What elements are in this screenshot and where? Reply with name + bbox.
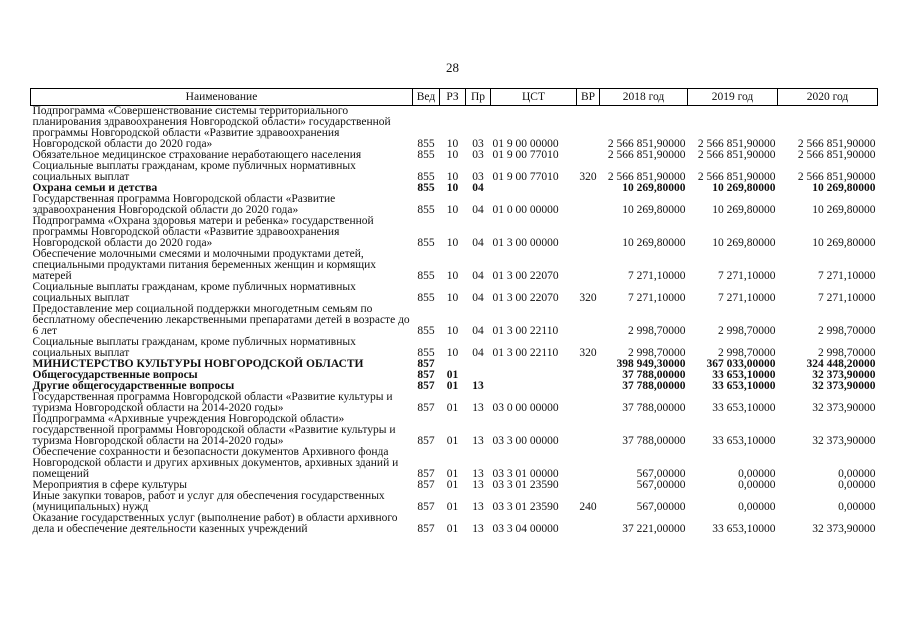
row-rz: 10 <box>446 204 459 216</box>
row-value-2018: 37 221,00000 <box>622 523 686 535</box>
row-ved: 855 <box>417 171 435 183</box>
table-row <box>31 249 878 282</box>
row-pr: 04 <box>472 347 484 359</box>
col-header-rz: РЗ <box>440 89 466 106</box>
row-vr <box>577 183 600 194</box>
row-value-2020: 10 269,80000 <box>812 182 876 194</box>
row-name: Подпрограмма «Архивные учреждения Новгородской области» государственной программы Новгородской области «Развитие культуры и туризма Новгородской области на 2014-2020 годы» <box>32 413 396 447</box>
row-value-2019: 2 566 851,90000 <box>697 149 776 161</box>
row-pr: 04 <box>472 325 484 337</box>
row-value-2020: 32 373,90000 <box>812 435 876 447</box>
row-value-2020: 2 566 851,90000 <box>797 171 876 183</box>
row-ved: 855 <box>417 149 435 161</box>
row-rz: 10 <box>446 292 459 304</box>
row-cst: 01 3 00 00000 <box>492 237 559 249</box>
row-rz: 10 <box>446 171 459 183</box>
row-value-2018: 7 271,10000 <box>628 270 686 282</box>
row-rz: 10 <box>446 347 459 359</box>
row-vr <box>577 194 600 216</box>
row-pr: 04 <box>472 270 484 282</box>
row-ved: 857 <box>417 380 435 392</box>
table-row <box>31 337 878 359</box>
col-header-pr: Пр <box>466 89 491 106</box>
row-pr <box>466 359 491 370</box>
row-pr: 13 <box>472 479 484 491</box>
table-row <box>31 282 878 304</box>
row-vr <box>577 370 600 381</box>
row-vr <box>577 447 600 480</box>
row-name: Общегосударственные вопросы <box>32 369 198 381</box>
row-name: МИНИСТЕРСТВО КУЛЬТУРЫ НОВГОРОДСКОЙ ОБЛАСТИ <box>32 358 364 370</box>
row-ved: 855 <box>417 237 435 249</box>
row-cst: 01 3 00 22070 <box>492 270 559 282</box>
row-ved: 857 <box>417 402 435 414</box>
row-value-2019: 33 653,10000 <box>712 435 776 447</box>
table-body <box>31 106 878 536</box>
row-rz: 01 <box>446 435 459 447</box>
row-value-2020: 2 998,70000 <box>818 347 876 359</box>
row-cst <box>491 359 577 370</box>
row-pr: 03 <box>472 171 484 183</box>
row-ved: 857 <box>417 435 435 447</box>
row-name: Социальные выплаты гражданам, кроме публичных нормативных социальных выплат <box>32 336 356 359</box>
row-value-2020: 32 373,90000 <box>812 523 876 535</box>
row-value-2019: 10 269,80000 <box>712 204 776 216</box>
row-name: Социальные выплаты гражданам, кроме публичных нормативных социальных выплат <box>32 281 356 304</box>
row-value-2019: 2 566 851,90000 <box>697 171 776 183</box>
table-row <box>31 447 878 480</box>
table-header-row <box>31 89 878 106</box>
row-value-2020: 2 566 851,90000 <box>797 138 876 150</box>
row-value-2018: 10 269,80000 <box>622 237 686 249</box>
row-rz: 01 <box>446 402 459 414</box>
table-row <box>31 513 878 535</box>
row-value-2020: 2 566 851,90000 <box>797 149 876 161</box>
row-vr: 320 <box>579 171 597 183</box>
row-value-2019: 10 269,80000 <box>712 237 776 249</box>
row-vr <box>577 304 600 337</box>
row-ved: 855 <box>417 292 435 304</box>
row-value-2019: 10 269,80000 <box>712 182 776 194</box>
budget-table <box>30 88 878 535</box>
row-vr <box>577 414 600 447</box>
row-cst <box>491 370 577 381</box>
row-rz: 01 <box>446 380 459 392</box>
row-ved: 855 <box>417 347 435 359</box>
row-rz: 10 <box>446 149 459 161</box>
row-pr: 04 <box>472 182 484 194</box>
row-ved: 857 <box>417 468 435 480</box>
row-value-2020: 324 448,20000 <box>806 358 876 370</box>
row-name: Оказание государственных услуг (выполнение работ) в области архивного дела и обеспечение деятельности казенных учреждений <box>32 512 398 535</box>
table-row <box>31 392 878 414</box>
row-name: Обязательное медицинское страхование неработающего населения <box>32 149 362 161</box>
row-cst: 01 0 00 00000 <box>492 204 559 216</box>
row-pr: 13 <box>472 380 484 392</box>
row-cst: 03 3 04 00000 <box>492 523 559 535</box>
row-value-2019: 33 653,10000 <box>712 369 776 381</box>
row-value-2018: 37 788,00000 <box>622 380 686 392</box>
row-name: Государственная программа Новгородской области «Развитие культуры и туризма Новгородской области на 2014-2020 годы» <box>32 391 393 414</box>
row-value-2018: 7 271,10000 <box>628 292 686 304</box>
row-vr: 320 <box>579 347 597 359</box>
row-rz: 01 <box>446 479 459 491</box>
row-value-2018: 567,00000 <box>636 501 686 513</box>
row-vr <box>577 513 600 535</box>
row-cst <box>491 183 577 194</box>
row-vr <box>577 359 600 370</box>
row-value-2020: 10 269,80000 <box>812 237 876 249</box>
row-cst: 01 9 00 00000 <box>492 138 559 150</box>
row-pr: 04 <box>472 292 484 304</box>
row-name: Социальные выплаты гражданам, кроме публичных нормативных социальных выплат <box>32 160 356 183</box>
row-value-2019: 33 653,10000 <box>712 402 776 414</box>
row-pr: 13 <box>472 468 484 480</box>
col-header-2018: 2018 год <box>600 89 688 106</box>
page-number: 28 <box>446 60 459 75</box>
row-ved: 857 <box>417 501 435 513</box>
row-value-2019: 367 033,00000 <box>706 358 776 370</box>
row-value-2020: 7 271,10000 <box>818 292 876 304</box>
row-pr: 13 <box>472 523 484 535</box>
row-cst: 01 3 00 22110 <box>492 347 559 359</box>
row-ved: 857 <box>417 358 435 370</box>
row-name: Охрана семьи и детства <box>32 182 158 194</box>
row-vr <box>577 249 600 282</box>
row-vr: 240 <box>579 501 597 513</box>
row-ved: 857 <box>417 523 435 535</box>
row-vr: 320 <box>579 292 597 304</box>
row-pr: 03 <box>472 138 484 150</box>
row-vr <box>577 150 600 161</box>
row-value-2020: 10 269,80000 <box>812 204 876 216</box>
row-rz: 10 <box>446 270 459 282</box>
row-value-2019: 33 653,10000 <box>712 380 776 392</box>
row-rz: 10 <box>446 237 459 249</box>
row-cst: 03 0 00 00000 <box>492 402 559 414</box>
row-value-2019: 0,00000 <box>738 479 776 491</box>
row-vr <box>577 381 600 392</box>
row-value-2020: 32 373,90000 <box>812 369 876 381</box>
row-ved: 855 <box>417 270 435 282</box>
row-value-2019: 0,00000 <box>738 501 776 513</box>
row-value-2018: 37 788,00000 <box>622 435 686 447</box>
table-row <box>31 414 878 447</box>
row-name: Подпрограмма «Охрана здоровья матери и ребенка» государственной программы Новгородской области «Развитие здравоохранения Новгородской области до 2020 года» <box>32 215 374 249</box>
row-value-2020: 2 998,70000 <box>818 325 876 337</box>
row-pr: 13 <box>472 402 484 414</box>
col-header-2019: 2019 год <box>688 89 778 106</box>
row-ved: 855 <box>417 325 435 337</box>
row-vr <box>577 480 600 491</box>
row-value-2018: 2 566 851,90000 <box>607 149 686 161</box>
row-value-2018: 2 566 851,90000 <box>607 138 686 150</box>
row-name: Обеспечение сохранности и безопасности документов Архивного фонда Новгородской области и других архивных документов, архивных зданий и помещений <box>32 446 399 480</box>
row-value-2018: 567,00000 <box>636 479 686 491</box>
row-value-2020: 0,00000 <box>838 468 876 480</box>
row-ved: 855 <box>417 138 435 150</box>
table-row <box>31 491 878 513</box>
col-header-name: Наименование <box>31 89 413 106</box>
row-value-2018: 2 998,70000 <box>628 325 686 337</box>
row-rz: 01 <box>446 369 459 381</box>
row-cst: 01 9 00 77010 <box>492 149 559 161</box>
row-rz: 01 <box>446 523 459 535</box>
row-rz: 01 <box>446 468 459 480</box>
row-value-2018: 10 269,80000 <box>622 204 686 216</box>
row-rz: 10 <box>446 182 459 194</box>
row-rz: 01 <box>446 501 459 513</box>
row-value-2019: 2 998,70000 <box>718 325 776 337</box>
row-value-2018: 567,00000 <box>636 468 686 480</box>
row-value-2019: 0,00000 <box>738 468 776 480</box>
col-header-vr: ВР <box>577 89 600 106</box>
row-value-2020: 32 373,90000 <box>812 402 876 414</box>
table-row <box>31 194 878 216</box>
row-value-2018: 10 269,80000 <box>622 182 686 194</box>
row-value-2018: 37 788,00000 <box>622 402 686 414</box>
row-value-2019: 2 566 851,90000 <box>697 138 776 150</box>
table-row <box>31 216 878 249</box>
row-rz: 10 <box>446 325 459 337</box>
row-ved: 855 <box>417 204 435 216</box>
row-pr: 03 <box>472 149 484 161</box>
row-value-2019: 7 271,10000 <box>718 292 776 304</box>
row-value-2020: 0,00000 <box>838 479 876 491</box>
row-value-2018: 2 998,70000 <box>628 347 686 359</box>
row-value-2018: 398 949,30000 <box>616 358 686 370</box>
row-vr <box>577 106 600 151</box>
row-pr: 13 <box>472 501 484 513</box>
row-name: Мероприятия в сфере культуры <box>32 479 188 491</box>
row-pr: 04 <box>472 204 484 216</box>
row-cst: 03 3 01 00000 <box>492 468 559 480</box>
row-value-2020: 32 373,90000 <box>812 380 876 392</box>
row-cst: 03 3 01 23590 <box>492 501 559 513</box>
row-cst: 03 3 00 00000 <box>492 435 559 447</box>
row-value-2019: 2 998,70000 <box>718 347 776 359</box>
table-row <box>31 106 878 151</box>
table-row <box>31 304 878 337</box>
row-ved: 857 <box>417 479 435 491</box>
row-name: Другие общегосударственные вопросы <box>32 380 235 392</box>
row-name: Предоставление мер социальной поддержки многодетным семьям по бесплатному обеспечению лекарственными препаратами детей в возрасте до 6 лет <box>32 303 410 337</box>
row-name: Обеспечение молочными смесями и молочными продуктами детей, специальными продуктами питания беременных женщин и кормящих матерей <box>32 248 377 282</box>
row-value-2019: 33 653,10000 <box>712 523 776 535</box>
row-ved: 855 <box>417 182 435 194</box>
row-vr <box>577 216 600 249</box>
table-row <box>31 161 878 183</box>
row-rz: 10 <box>446 138 459 150</box>
row-value-2020: 7 271,10000 <box>818 270 876 282</box>
row-value-2019: 7 271,10000 <box>718 270 776 282</box>
row-value-2018: 2 566 851,90000 <box>607 171 686 183</box>
row-name: Государственная программа Новгородской области «Развитие здравоохранения Новгородской области до 2020 года» <box>32 193 336 216</box>
row-pr: 13 <box>472 435 484 447</box>
col-header-cst: ЦСТ <box>491 89 577 106</box>
row-cst: 01 9 00 77010 <box>492 171 559 183</box>
row-name: Подпрограмма «Совершенствование системы территориального планирования здравоохранения Новгородской области» государственной программы Новгородской области «Развитие здравоохранения Новгородской области до 2020 года» <box>32 105 391 150</box>
row-cst: 01 3 00 22070 <box>492 292 559 304</box>
row-name: Иные закупки товаров, работ и услуг для обеспечения государственных (муниципальных) нужд <box>32 490 385 513</box>
col-header-ved: Вед <box>413 89 440 106</box>
row-value-2018: 37 788,00000 <box>622 369 686 381</box>
row-value-2020: 0,00000 <box>838 501 876 513</box>
col-header-2020: 2020 год <box>778 89 878 106</box>
row-pr: 04 <box>472 237 484 249</box>
row-cst <box>491 381 577 392</box>
row-cst: 01 3 00 22110 <box>492 325 559 337</box>
row-cst: 03 3 01 23590 <box>492 479 559 491</box>
row-ved: 857 <box>417 369 435 381</box>
row-vr <box>577 392 600 414</box>
